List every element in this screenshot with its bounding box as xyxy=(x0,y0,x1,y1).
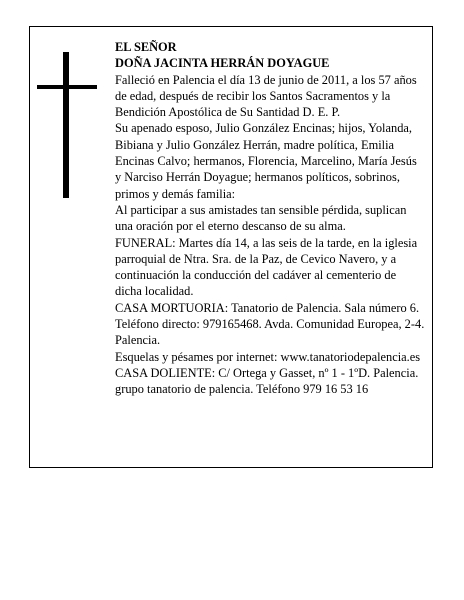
family-home-address: CASA DOLIENTE: C/ Ortega y Gasset, nº 1 - 1ºD. Palencia. xyxy=(115,365,419,380)
notice-title: EL SEÑOR xyxy=(115,40,177,54)
obituary-text xyxy=(115,39,425,398)
family-list: Su apenado esposo, Julio González Encinas; hijos, Yolanda, Bibiana y Julio González Herrán, madre política, Emilia Encinas Calvo; hermanos, Florencia, Marcelino, María Jesús y Narciso Herrán Doyague; hermanos políticos, sobrinos, primos y demás familia: xyxy=(115,121,417,201)
deceased-name: DOÑA JACINTA HERRÁN DOYAGUE xyxy=(115,56,330,71)
funeral-details: FUNERAL: Martes día 14, a las seis de la tarde, en la iglesia parroquial de Ntra. Sra. de la Paz, de Cevico Navero, y a continuación la conducción del cadáver al cementerio de dicha localidad. xyxy=(115,235,418,299)
funeral-group-phone: grupo tanatorio de palencia. Teléfono 979 16 53 16 xyxy=(115,382,369,397)
online-condolences: Esquelas y pésames por internet: www.tanatoriodepalencia.es xyxy=(115,349,421,364)
cross-vertical-bar xyxy=(63,52,69,198)
death-announcement: Falleció en Palencia el día 13 de junio de 2011, a los 57 años de edad, después de recibir los Santos Sacramentos y la Bendición Apostólica de Su Santidad D. E. P. xyxy=(115,72,417,120)
prayer-request: Al participar a sus amistades tan sensible pérdida, suplican una oración por el eterno descanso de su alma. xyxy=(115,202,407,234)
cross-horizontal-bar xyxy=(37,85,97,89)
funeral-home-details: CASA MORTUORIA: Tanatorio de Palencia. Sala número 6. Teléfono directo: 979165468. Avda. Comunidad Europea, 2-4. Palencia. xyxy=(115,300,425,348)
